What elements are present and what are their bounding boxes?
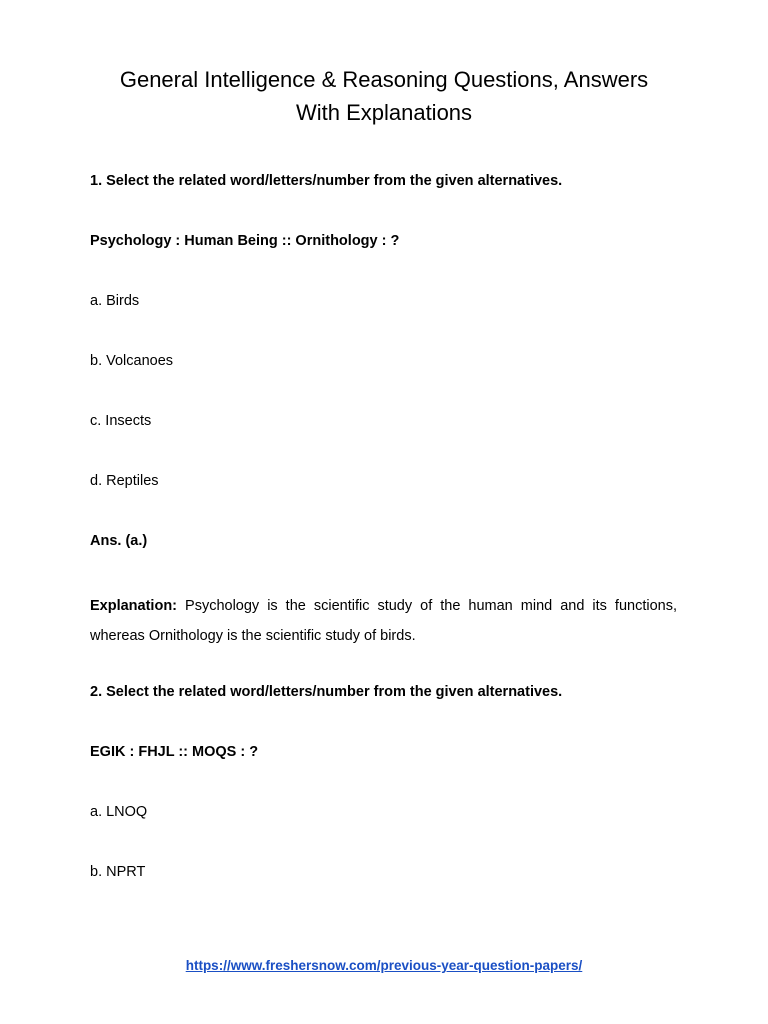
question-1-option-d: d. Reptiles [90,473,159,489]
question-1-option-a: a. Birds [90,293,140,309]
question-2-prompt: 2. Select the related word/letters/number from the given alternatives. [90,684,563,700]
question-1-analogy: Psychology : Human Being :: Ornithology : ? [90,233,400,249]
question-1-prompt: 1. Select the related word/letters/number from the given alternatives. [90,173,563,189]
page-footer [0,957,768,975]
question-1-option-c: c. Insects [90,413,152,429]
question-2-option-a: a. LNOQ [90,804,148,820]
title-line-1: General Intelligence & Reasoning Questions, Answers [119,67,649,92]
question-2-option-b: b. NPRT [90,864,146,880]
footer-link[interactable]: https://www.freshersnow.com/previous-year-question-papers/ [185,958,583,973]
explanation-text: Psychology is the scientific study of the human mind and its functions, whereas Ornithology is the scientific study of birds. [90,598,677,644]
title-line-2: With Explanations [295,100,473,125]
document-title [60,63,708,129]
question-1-explanation [90,591,677,651]
question-1-option-b: b. Volcanoes [90,353,174,369]
question-2-analogy: EGIK : FHJL :: MOQS : ? [90,744,259,760]
question-1-answer: Ans. (a.) [90,533,148,549]
explanation-label: Explanation: [90,598,178,614]
